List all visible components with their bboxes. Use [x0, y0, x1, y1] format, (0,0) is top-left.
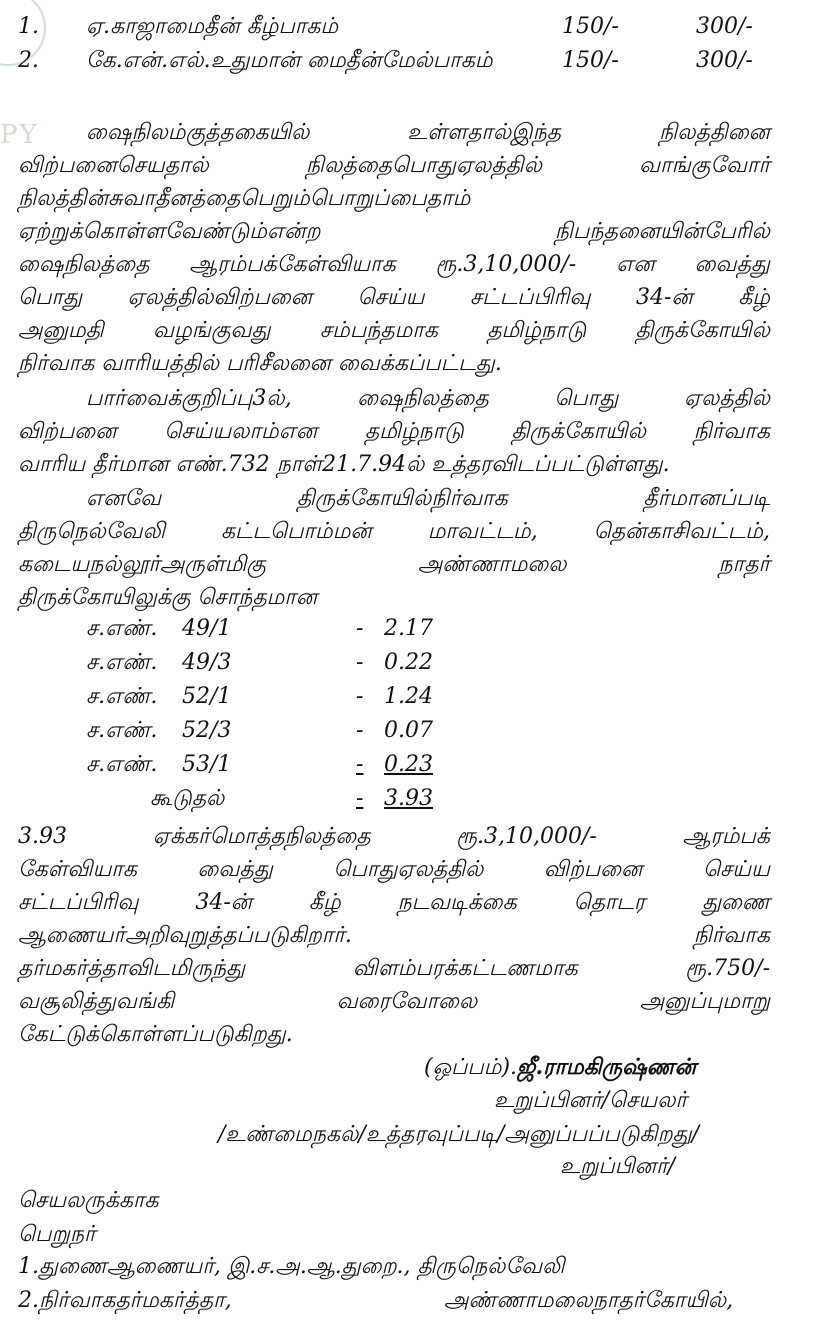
for-secretary: செயலருக்காக: [18, 1188, 159, 1213]
survey-number: 53/1: [182, 752, 232, 777]
watermark-copy-text: PY: [0, 120, 39, 150]
survey-dash: -: [356, 684, 364, 709]
survey-number: 52/3: [182, 718, 232, 743]
survey-number: 49/1: [182, 616, 232, 641]
survey-number: 52/1: [182, 684, 232, 709]
text-line: தர்மகர்த்தாவிடமிருந்து விளம்பரக்கட்டணமாக ரூ.750/-: [18, 956, 770, 981]
text-line: கடையநல்லூர்அருள்மிகு அண்ணாமலை நாதர்: [18, 552, 770, 577]
survey-label: ச.எண்.: [86, 684, 158, 709]
survey-label: ச.எண்.: [86, 752, 158, 777]
recipients-label: பெறுநர்: [18, 1222, 96, 1247]
text-line: ஆணையர்அறிவுறுத்தப்படுகிறார். நிர்வாக: [18, 923, 770, 948]
text-line: பொது ஏலத்தில்விற்பனை செய்ய சட்டப்பிரிவு 34-ன் கீழ்: [18, 285, 770, 310]
survey-total-label: கூடுதல்: [150, 786, 225, 811]
recipient-2: 2.நிர்வாகதர்மகர்த்தா,: [18, 1288, 232, 1313]
survey-total-row: [0, 786, 500, 818]
text-line: ஏற்றுக்கொள்ளவேண்டும்என்ற நிபந்தனையின்பேரில்: [18, 219, 770, 244]
survey-area: 0.22: [384, 650, 433, 675]
rate-value-b: 300/-: [696, 14, 753, 39]
survey-dash: -: [356, 718, 364, 743]
text-line: பார்வைக்குறிப்பு3ல், ஷைநிலத்தை பொது ஏலத்தில்: [86, 386, 770, 411]
survey-dash: -: [356, 650, 364, 675]
text-line: ஷைநிலத்தை ஆரம்பக்கேள்வியாக ரூ.3,10,000/- என வைத்து: [18, 252, 770, 277]
text-line: 3.93 ஏக்கர்மொத்தநிலத்தை ரூ.3,10,000/- ஆரம்பக்: [18, 824, 770, 849]
survey-row: [0, 684, 500, 716]
rate-number: 1.: [18, 14, 39, 39]
survey-total-dash: -: [356, 786, 364, 811]
survey-area: 0.23: [384, 752, 433, 777]
text-line: வசூலித்துவங்கி வரைவோலை அனுப்புமாறு: [18, 989, 770, 1014]
survey-label: ச.எண்.: [86, 616, 158, 641]
rate-row: [0, 48, 822, 80]
survey-row: [0, 616, 500, 648]
rate-name: ஏ.காஜாமைதீன் கீழ்பாகம்: [86, 14, 339, 39]
survey-dash: -: [356, 616, 364, 641]
recipient-1: 1.துணைஆணையர், இ.ச.அ.ஆ.துறை., திருநெல்வேலி: [18, 1254, 565, 1279]
paragraph-lease-condition: [18, 116, 770, 380]
text-line: எனவே திருக்கோயில்நிர்வாக தீர்மானப்படி: [86, 486, 770, 511]
signature-prefix: (ஒப்பம்).: [424, 1055, 518, 1080]
text-line: விற்பனை செய்யலாம்என தமிழ்நாடு திருக்கோயில் நிர்வாக: [18, 419, 770, 444]
text-line: கேள்வியாக வைத்து பொதுஏலத்தில் விற்பனை செய்ய: [18, 857, 770, 882]
rate-row: [0, 14, 822, 46]
survey-row: [0, 752, 500, 784]
signatory-role: உறுப்பினர்/செயலர்: [494, 1088, 687, 1113]
survey-label: ச.எண்.: [86, 650, 158, 675]
survey-area: 1.24: [384, 684, 433, 709]
paragraph-temple-land: [18, 482, 770, 614]
rate-value-a: 150/-: [562, 14, 619, 39]
survey-number: 49/3: [182, 650, 232, 675]
survey-label: ச.எண்.: [86, 718, 158, 743]
text-line: வாரிய தீர்மான எண்.732 நாள்21.7.94ல் உத்தரவிடப்பட்டுள்ளது.: [18, 452, 670, 477]
text-line: அனுமதி வழங்குவது சம்பந்தமாக தமிழ்நாடு திருக்கோயில்: [18, 318, 770, 343]
text-line: நிர்வாக வாரியத்தில் பரிசீலனை வைக்கப்பட்டது.: [18, 351, 502, 376]
rate-value-a: 150/-: [562, 48, 619, 73]
text-line: விற்பனைசெயதால் நிலத்தைபொதுஏலத்தில் வாங்குவோர்: [18, 153, 770, 178]
survey-area: 2.17: [384, 616, 433, 641]
survey-area: 0.07: [384, 718, 433, 743]
survey-dash: -: [356, 752, 364, 777]
survey-row: [0, 718, 500, 750]
text-line: நிலத்தின்சுவாதீனத்தைபெறும்பொறுப்பைதாம்: [18, 186, 471, 211]
paragraph-sale-order: [18, 820, 770, 1051]
survey-row: [0, 650, 500, 682]
text-line: ஷைநிலம்குத்தகையில் உள்ளதால்இந்த நிலத்தினை: [86, 120, 770, 145]
rate-number: 2.: [18, 48, 39, 73]
signature-line: [424, 1054, 696, 1083]
signatory-name: ஜீ.ராமகிருஷ்ணன்: [517, 1054, 697, 1080]
rate-value-b: 300/-: [696, 48, 753, 73]
survey-total-value: 3.93: [384, 786, 433, 811]
member-note: உறுப்பினர்/: [560, 1154, 676, 1179]
rate-name: கே.என்.எல்.உதுமான் மைதீன்மேல்பாகம்: [86, 48, 493, 73]
text-line: திருக்கோயிலுக்கு சொந்தமான: [18, 585, 318, 610]
text-line: சட்டப்பிரிவு 34-ன் கீழ் நடவடிக்கை தொடர துணை: [18, 890, 770, 915]
text-line: கேட்டுக்கொள்ளப்படுகிறது.: [18, 1022, 293, 1047]
true-copy-note: /உண்மைநகல்/உத்தரவுப்படி/அனுப்பப்படுகிறது/: [218, 1122, 700, 1147]
text-line: திருநெல்வேலி கட்டபொம்மன் மாவட்டம், தென்காசிவட்டம்,: [18, 519, 770, 544]
paragraph-board-resolution: [18, 382, 770, 481]
recipient-2-temple: அண்ணாமலைநாதர்கோயில்,: [444, 1288, 734, 1313]
